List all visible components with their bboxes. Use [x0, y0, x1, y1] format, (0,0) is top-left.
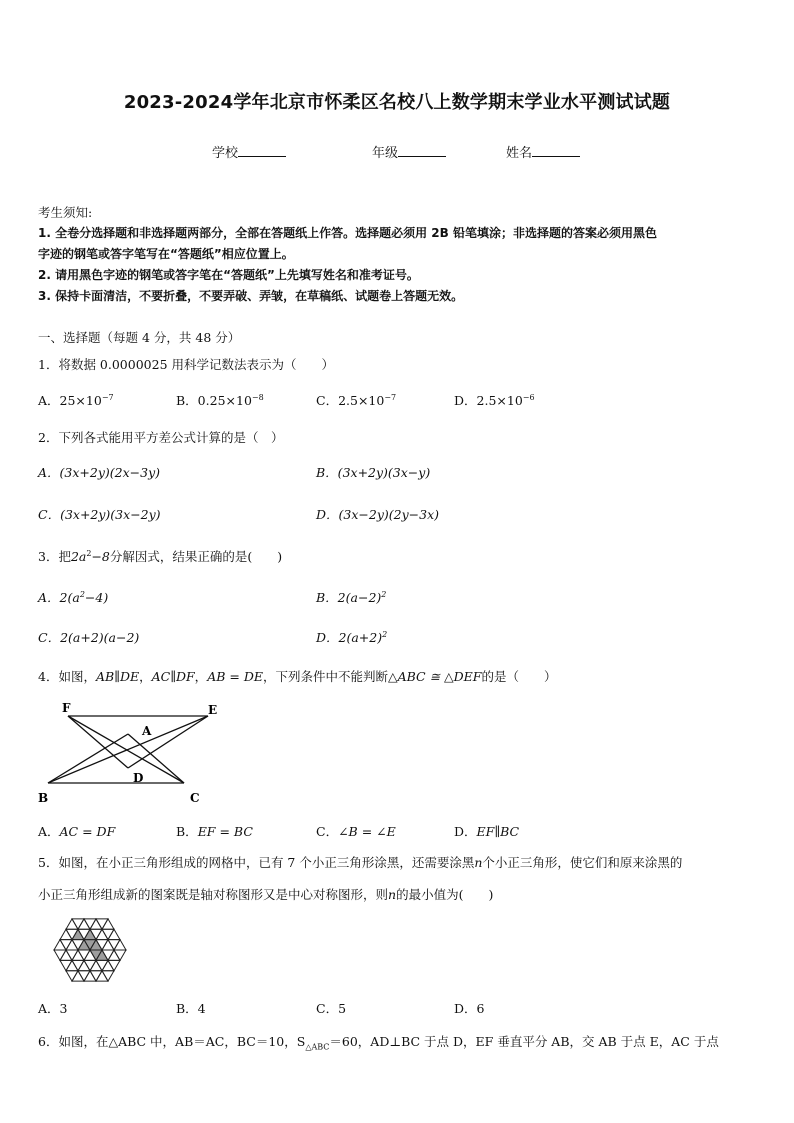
- q3-a-text: A．2(a: [38, 590, 80, 605]
- grid-triangle: [66, 919, 78, 929]
- q1-b-text: B．0.25×10: [176, 393, 252, 408]
- notice-line-1: 1. 全卷分选择题和非选择题两部分，全部在答题纸上作答。选择题必须用 2B 铅笔填涂；非选择题的答案必须用黑色: [38, 226, 657, 240]
- q5-line2-pre: 小正三角形组成新的图案既是轴对称图形又是中心对称图形，则: [38, 887, 389, 902]
- q3-stem-expr2: −8: [91, 549, 110, 564]
- grid-triangle: [54, 950, 66, 960]
- notice-heading: 考生须知:: [38, 205, 93, 220]
- q4-a-label: A．: [38, 824, 60, 839]
- grid-triangle: [102, 929, 114, 939]
- notice-line-4: 3. 保持卡面清洁，不要折叠，不要弄破、弄皱，在草稿纸、试题卷上答题无效。: [38, 289, 464, 303]
- q2-option-b[interactable]: B．(3x+2y)(3x−y): [316, 465, 431, 480]
- grid-triangle: [108, 929, 120, 939]
- q4-cond-2: AC∥DF: [151, 669, 195, 684]
- q4-stem-mid: ，下列条件中不能判断: [262, 669, 388, 684]
- grid-triangle: [60, 929, 72, 939]
- q1-b-exp: −8: [251, 392, 264, 402]
- q1-option-c[interactable]: [316, 391, 396, 409]
- q1-c-exp: −7: [384, 392, 397, 402]
- q6-stem-post: ＝60，AD⊥BC 于点 D，EF 垂直平分 AB，交 AB 于点 E，AC 于点: [329, 1034, 719, 1049]
- grid-triangle: [90, 960, 102, 970]
- grid-triangle: [90, 919, 102, 929]
- grid-triangle: [84, 971, 96, 981]
- grid-triangle: [114, 950, 126, 960]
- q3-stem-expr: 2a: [70, 549, 87, 564]
- grid-triangle: [114, 940, 126, 950]
- label-c: C: [190, 791, 200, 805]
- q5-hexagon-grid-figure: [50, 914, 130, 986]
- q3-a-exp: 2: [79, 589, 85, 599]
- grid-triangle: [72, 960, 84, 970]
- q1-option-a[interactable]: [38, 391, 114, 409]
- label-d: D: [133, 771, 144, 785]
- q4-stem-post: 的是（ ）: [481, 669, 557, 684]
- grid-triangle: [102, 960, 114, 970]
- q4-option-c[interactable]: [316, 822, 396, 840]
- grid-triangle: [78, 919, 90, 929]
- q4-d-text: EF∥BC: [476, 824, 520, 839]
- grid-triangle: [90, 971, 102, 981]
- grid-triangle: [66, 950, 78, 960]
- grid-triangle: [60, 940, 72, 950]
- school-blank[interactable]: [238, 144, 286, 157]
- grid-triangle: [102, 971, 114, 981]
- segment-ab: [48, 734, 128, 783]
- q3-option-b[interactable]: [316, 588, 386, 606]
- q5-stem-line-1: [38, 853, 682, 871]
- q4-cond-3: AB = DE: [207, 669, 263, 684]
- q2-option-a[interactable]: A．(3x+2y)(2x−3y): [38, 465, 161, 480]
- q3-a-tail: −4): [84, 590, 109, 605]
- grid-triangle: [66, 960, 78, 970]
- q4-option-b[interactable]: [176, 822, 253, 840]
- q5-stem-line-2: [38, 885, 493, 903]
- school-field[interactable]: [212, 142, 286, 161]
- grid-triangle: [54, 940, 66, 950]
- segment-de: [128, 716, 208, 768]
- q3-d-exp: 2: [382, 629, 388, 639]
- q1-d-exp: −6: [522, 392, 535, 402]
- q1-a-text: A．25×10: [38, 393, 102, 408]
- grid-triangle: [102, 919, 114, 929]
- q4-figure: [34, 698, 234, 810]
- q5-option-c[interactable]: C．5: [316, 1001, 347, 1016]
- label-b: B: [38, 791, 49, 805]
- grid-triangle: [96, 919, 108, 929]
- label-f: F: [62, 701, 71, 715]
- grid-triangle: [66, 940, 78, 950]
- q5-n-2: n: [388, 887, 397, 902]
- notice-line-3: 2. 请用黑色字迹的钢笔或答字笔在“答题纸”上先填写姓名和准考证号。: [38, 268, 419, 282]
- grid-triangle: [72, 950, 84, 960]
- q5-option-d[interactable]: D．6: [454, 1001, 485, 1016]
- q3-option-c[interactable]: C．2(a+2)(a−2): [38, 630, 140, 645]
- q4-b-text: EF = BC: [197, 824, 253, 839]
- q2-option-c[interactable]: C．(3x+2y)(3x−2y): [38, 507, 161, 522]
- q3-option-d[interactable]: [316, 628, 387, 646]
- q1-option-b[interactable]: [176, 391, 264, 409]
- grid-triangle: [60, 960, 72, 970]
- q6-sub: △ABC: [305, 1042, 330, 1052]
- name-label: 姓名: [506, 146, 533, 161]
- name-blank[interactable]: [532, 144, 580, 157]
- q5-line1-pre: 5．如图，在小正三角形组成的网格中，已有 7 个小正三角形涂黑，还需要涂黑: [38, 855, 475, 870]
- q3-stem: [38, 547, 282, 565]
- grid-triangle: [96, 971, 108, 981]
- q5-line2-post: 的最小值为( ): [396, 887, 494, 902]
- grid-triangle: [84, 960, 96, 970]
- q3-d-text: D．2(a+2): [316, 630, 383, 645]
- q3-stem-exp: 2: [86, 548, 92, 558]
- grid-triangle: [96, 960, 108, 970]
- q1-stem: 1．将数据 0.0000025 用科学记数法表示为（ ）: [38, 357, 334, 372]
- q4-cond-1: AB∥DE: [95, 669, 140, 684]
- q5-option-b[interactable]: B．4: [176, 1001, 206, 1016]
- q3-b-text: B．2(a−2): [316, 590, 382, 605]
- q4-option-d[interactable]: [454, 822, 519, 840]
- q3-b-exp: 2: [381, 589, 387, 599]
- grid-triangle: [78, 971, 90, 981]
- q4-stem: [38, 667, 556, 685]
- segment-fc: [68, 716, 184, 783]
- grid-triangle: [96, 929, 108, 939]
- label-e: E: [208, 703, 218, 717]
- q1-d-text: D．2.5×10: [454, 393, 523, 408]
- shaded-triangle: [72, 929, 84, 939]
- grid-triangle: [102, 940, 114, 950]
- grid-triangle: [72, 919, 84, 929]
- grid-triangle: [108, 950, 120, 960]
- q4-c-label: C．: [316, 824, 339, 839]
- q4-b-label: B．: [176, 824, 198, 839]
- q4-option-a[interactable]: [38, 822, 115, 840]
- label-a: A: [142, 724, 152, 738]
- q5-n-1: n: [474, 855, 483, 870]
- grade-field[interactable]: [372, 142, 446, 161]
- grid-triangle: [108, 960, 120, 970]
- q4-cond-4: △ABC ≅ △DEF: [387, 669, 482, 684]
- section-heading: 一、选择题（每题 4 分，共 48 分）: [38, 330, 241, 345]
- grid-triangle: [84, 919, 96, 929]
- q1-a-exp: −7: [101, 392, 114, 402]
- q6-stem: [38, 1032, 719, 1052]
- q4-stem-pre: 4．如图，: [38, 669, 96, 684]
- q3-option-a[interactable]: [38, 588, 108, 606]
- name-field[interactable]: [506, 142, 580, 161]
- q5-line1-post: 个小正三角形，使它们和原来涂黑的: [482, 855, 683, 870]
- segment-fd: [68, 716, 128, 768]
- q3-stem-pre: 3．把: [38, 549, 71, 564]
- grid-triangle: [60, 950, 72, 960]
- grid-triangle: [108, 940, 120, 950]
- q6-stem-pre: 6．如图，在△ABC 中，AB＝AC，BC＝10，S: [38, 1034, 306, 1049]
- q4-a-text: AC = DF: [59, 824, 116, 839]
- q4-c-text: ∠B = ∠E: [338, 824, 396, 839]
- q4-sep-1: ，: [139, 669, 152, 684]
- school-label: 学校: [212, 146, 239, 161]
- q4-sep-2: ，: [194, 669, 208, 684]
- q5-option-a[interactable]: A．3: [38, 1001, 68, 1016]
- grid-triangle: [78, 950, 90, 960]
- q2-stem: 2．下列各式能用平方差公式计算的是（ ）: [38, 430, 284, 445]
- q1-c-text: C．2.5×10: [316, 393, 385, 408]
- grid-triangle: [66, 971, 78, 981]
- grade-label: 年级: [372, 146, 399, 161]
- grid-triangle: [78, 960, 90, 970]
- segment-be: [48, 716, 208, 783]
- q1-option-d[interactable]: [454, 391, 535, 409]
- page-title: 2023-2024学年北京市怀柔区名校八上数学期末学业水平测试试题: [123, 92, 671, 113]
- notice-line-2: 字迹的钢笔或答字笔写在“答题纸”相应位置上。: [38, 247, 294, 261]
- grid-triangle: [72, 971, 84, 981]
- shaded-triangle: [84, 929, 96, 939]
- grade-blank[interactable]: [398, 144, 446, 157]
- q3-stem-post: 分解因式，结果正确的是( ): [109, 549, 283, 564]
- q2-option-d[interactable]: D．(3x−2y)(2y−3x): [316, 507, 440, 522]
- q4-d-label: D．: [454, 824, 477, 839]
